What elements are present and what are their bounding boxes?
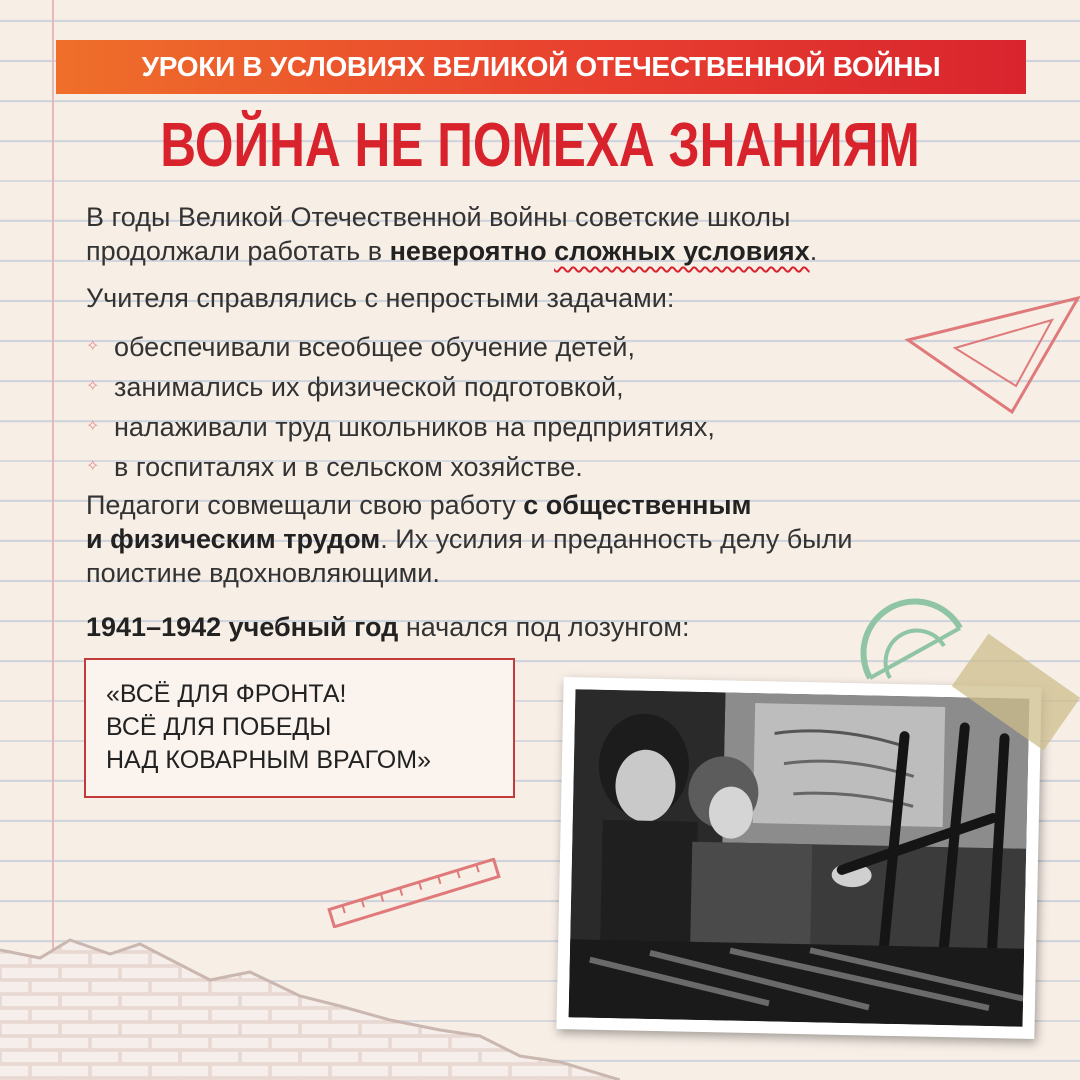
star-bullet-icon: ✧: [86, 338, 100, 355]
slogan-line-3: НАД КОВАРНЫМ ВРАГОМ»: [106, 746, 431, 774]
list-item-text: занимались их физической подготовкой,: [114, 372, 624, 402]
year-line: [86, 610, 690, 644]
year-bold: 1941–1942 учебный год: [86, 612, 399, 642]
work-line-3: поистине вдохновляющими.: [86, 558, 440, 588]
tasks-lead: Учителя справлялись с непростыми задачами:: [86, 283, 675, 313]
list-item: [86, 367, 715, 407]
intro-paragraph: [86, 200, 817, 268]
header-banner: [56, 40, 1026, 94]
triangle-ruler-icon: [900, 290, 1080, 420]
intro-line-1: В годы Великой Отечественной войны советские школы: [86, 202, 791, 232]
slogan-line-2: ВСЁ ДЛЯ ПОБЕДЫ: [106, 713, 332, 741]
historical-photo: [556, 677, 1041, 1039]
work-line-1-start: Педагоги совмещали свою работу: [86, 490, 524, 520]
work-line-2-end: . Их усилия и преданность делу были: [380, 524, 853, 554]
intro-bold-underlined: сложных условиях: [554, 236, 810, 266]
star-bullet-icon: ✧: [86, 418, 100, 435]
intro-line-2-start: продолжали работать в: [86, 236, 390, 266]
slogan-line-1: «ВСЁ ДЛЯ ФРОНТА!: [106, 680, 347, 708]
work-line-2: [86, 522, 852, 556]
header-banner-text: УРОКИ В УСЛОВИЯХ ВЕЛИКОЙ ОТЕЧЕСТВЕННОЙ ВОЙНЫ: [141, 51, 941, 82]
intro-line-2: [86, 234, 817, 268]
page-title: ВОЙНА НЕ ПОМЕХА ЗНАНИЯМ: [160, 111, 920, 180]
list-item-text: налаживали труд школьников на предприятиях,: [114, 412, 715, 442]
work-line-1: [86, 488, 852, 522]
list-item-text: обеспечивали всеобщее обучение детей,: [114, 332, 635, 362]
star-bullet-icon: ✧: [86, 458, 100, 475]
list-item: [86, 447, 715, 487]
slogan-box: [84, 658, 515, 798]
intro-bold-1: невероятно: [389, 236, 555, 266]
intro-line-2-end: .: [809, 236, 818, 266]
work-paragraph: [86, 488, 852, 590]
list-item-text: в госпиталях и в сельском хозяйстве.: [114, 452, 583, 482]
work-bold-2: и физическим трудом: [86, 524, 381, 554]
list-item: [86, 327, 715, 367]
star-bullet-icon: ✧: [86, 378, 100, 395]
work-bold-1: с общественным: [523, 490, 752, 520]
tasks-list: [86, 327, 715, 487]
brick-wall-decoration: [0, 910, 620, 1080]
list-item: [86, 407, 715, 447]
photo-children-assembling-rifles: [569, 689, 1030, 1026]
year-rest: начался под лозунгом:: [398, 612, 690, 642]
